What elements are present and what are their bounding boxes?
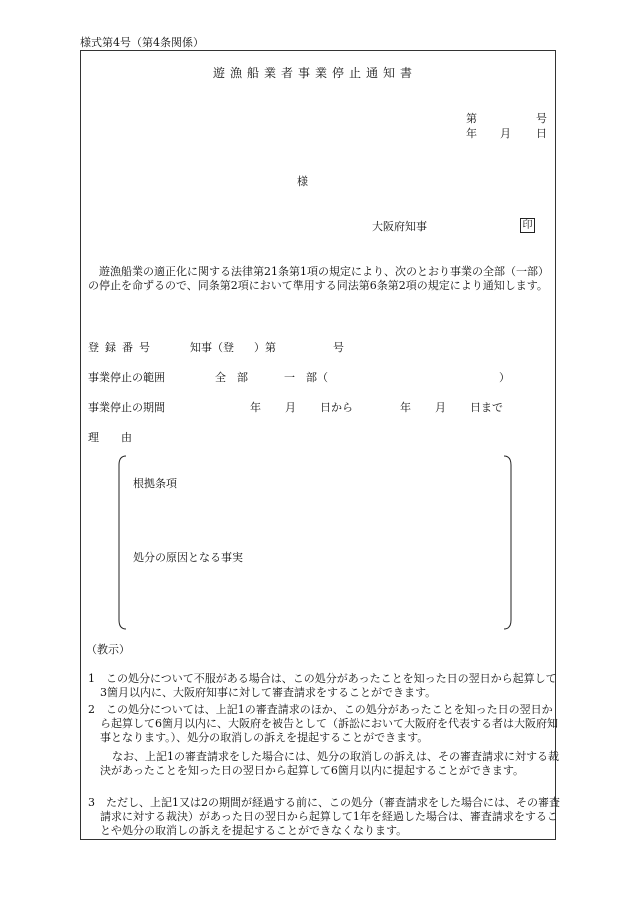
scope-label: 事業停止の範囲 — [88, 371, 165, 384]
period-year2: 年 — [400, 401, 411, 414]
reason-basis: 根拠条項 — [133, 477, 177, 490]
instructions-heading: （教示） — [86, 643, 130, 656]
instruction-item-2: 2 この処分については、上記1の審査請求のほか、この処分があったことを知った日の翌日から起算して6箇月以内に、大阪府を被告として（訴訟において大阪府を代表する者は大阪府知事となります。）、処分の取消しの訴えを提起することができます。 — [88, 703, 558, 744]
period-year1: 年 — [250, 401, 261, 414]
intro-paragraph: 遊漁船業の適正化に関する法律第21条第1項の規定により、次のとおり事業の全部（一部）の停止を命ずるので、同条第2項において準用する同法第6条第2項の規定により通知します。 — [88, 265, 548, 292]
addressee-suffix: 様 — [297, 175, 308, 188]
date-day: 日 — [536, 127, 547, 140]
period-from: 日から — [320, 401, 353, 414]
registration-close: ）第 — [254, 341, 276, 354]
period-month2: 月 — [435, 401, 446, 414]
instruction-item-1: 1 この処分について不服がある場合は、この処分があったことを知った日の翌日から起算して3箇月以内に、大阪府知事に対して審査請求をすることができます。 — [88, 672, 557, 699]
registration-number-suffix: 号 — [333, 341, 344, 354]
doc-number-prefix: 第 — [466, 112, 477, 125]
scope-close: ） — [499, 371, 510, 384]
period-label: 事業停止の期間 — [88, 401, 165, 414]
reason-facts: 処分の原因となる事実 — [133, 551, 243, 564]
document-title: 遊漁船業者事業停止通知書 — [212, 66, 417, 80]
date-month: 月 — [500, 127, 511, 140]
reason-label: 理 由 — [88, 431, 132, 444]
scope-all: 全 部 — [215, 371, 248, 384]
registration-governor: 知事（登 — [190, 341, 234, 354]
date-year: 年 — [466, 127, 477, 140]
scope-part: 一 部（ — [284, 371, 328, 384]
instruction-item-2-note: なお、上記1の審査請求をした場合には、処分の取消しの訴えは、その審査請求に対する裁決があったことを知った日の翌日から起算して6箇月以内に提起することができます。 — [100, 750, 559, 777]
form-label: 様式第4号（第4条関係） — [80, 36, 204, 49]
registration-label: 登録番号 — [88, 341, 156, 354]
period-until: 日まで — [470, 401, 503, 414]
instruction-item-3: 3 ただし、上記1又は2の期間が経過する前に、この処分（審査請求をした場合には、その審査請求に対する裁決）があった日の翌日から起算して1年を経過した場合は、審査請求をすることや処分の取消しの訴えを提起することができなくなります。 — [88, 796, 560, 837]
seal-mark: 印 — [520, 218, 535, 233]
doc-number-suffix: 号 — [536, 112, 547, 125]
issuer: 大阪府知事 — [372, 220, 427, 233]
period-month1: 月 — [285, 401, 296, 414]
